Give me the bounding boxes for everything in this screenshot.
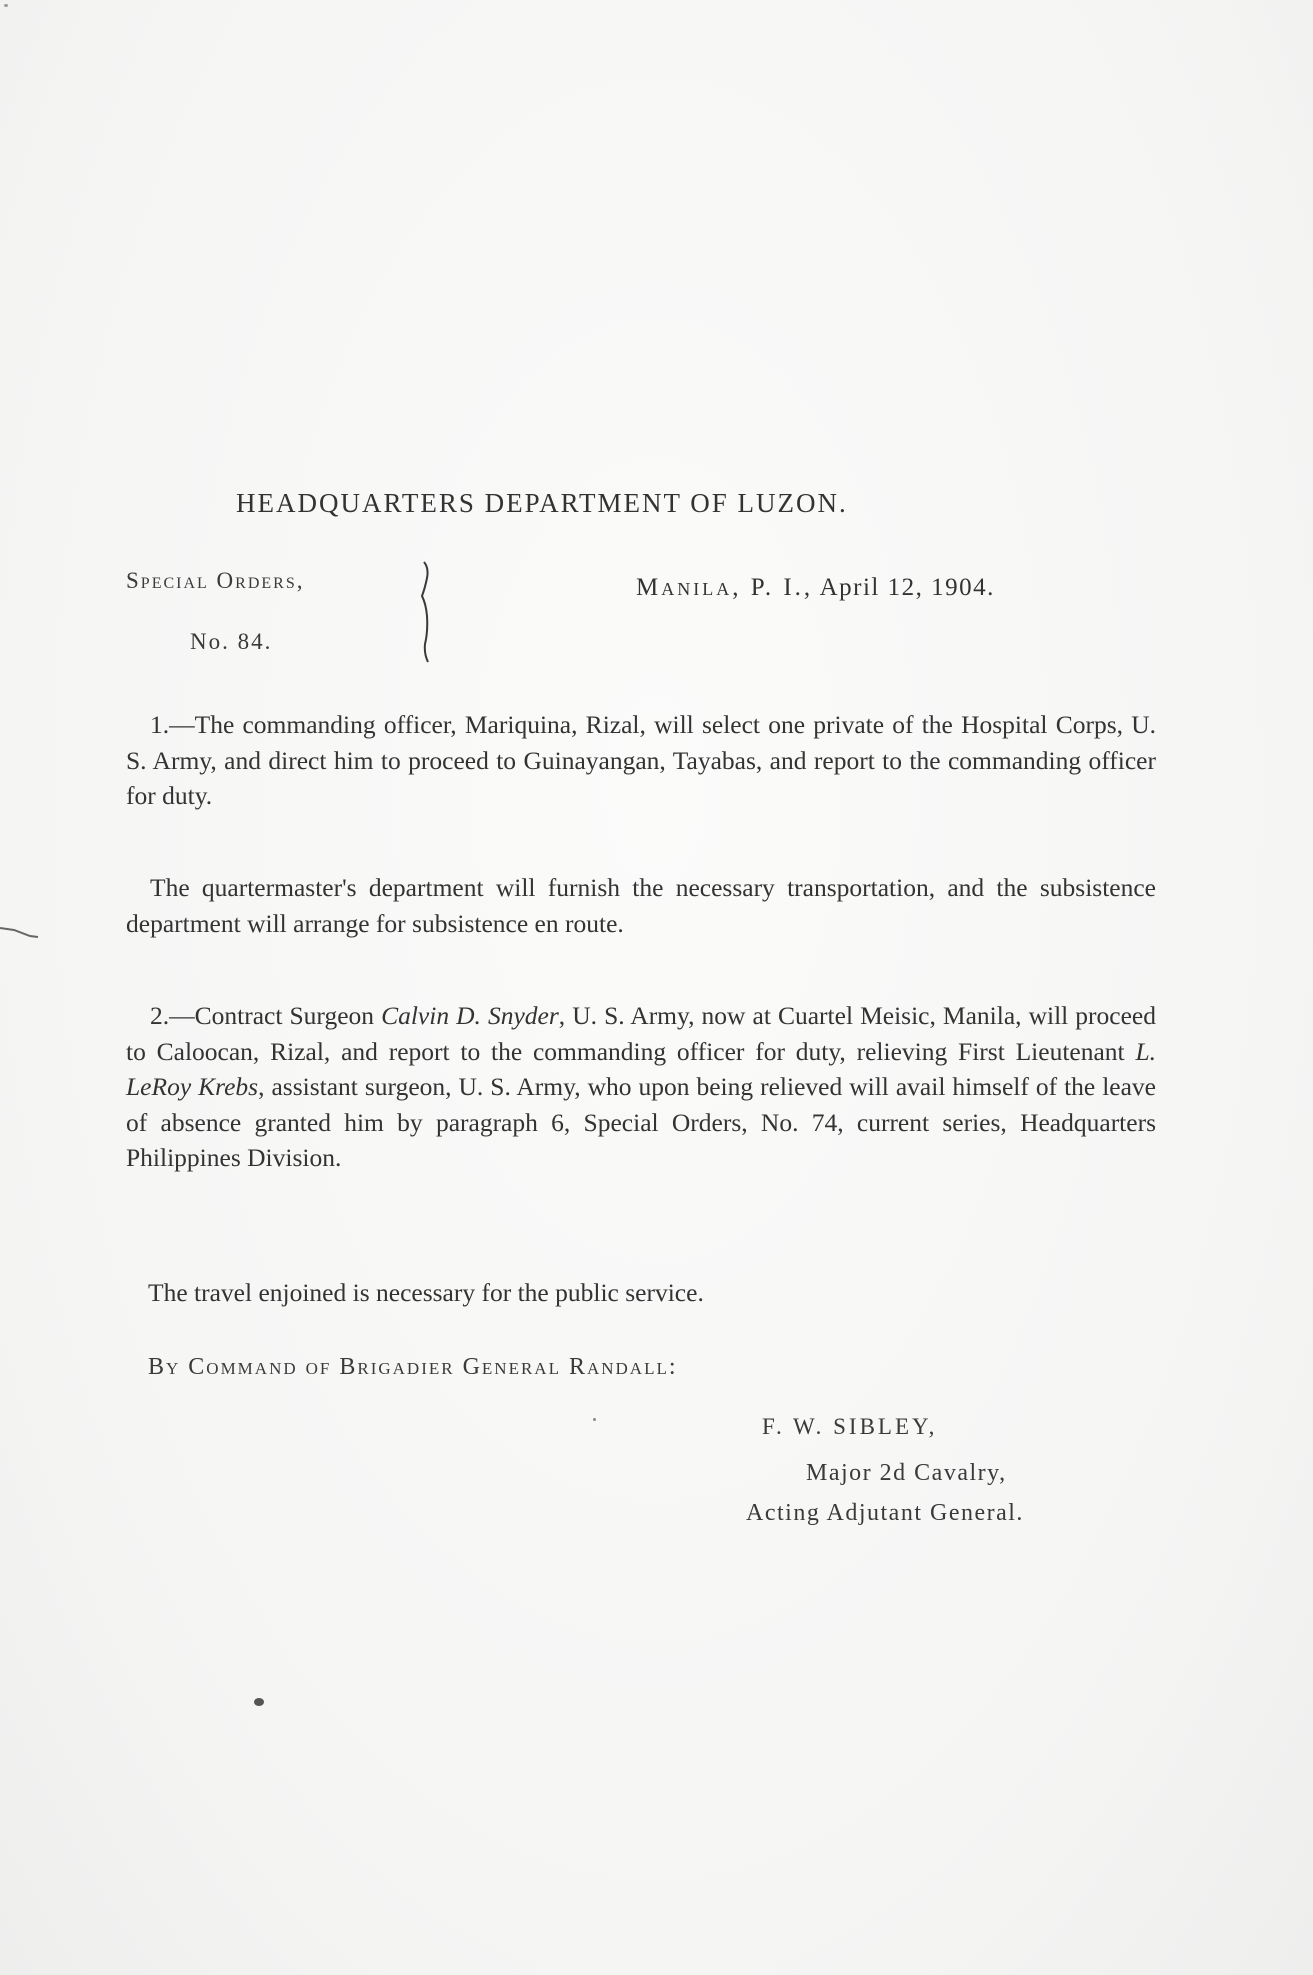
paragraph-3-part-b: , U. S. Army, now at Cuartel Meisic, Manila, will proceed to Caloocan, Rizal, and report to the commanding officer for duty, relieving First Lieutenant <box>126 1001 1156 1066</box>
ink-speck <box>593 1418 596 1421</box>
paragraph-1: 1.—The commanding officer, Mariquina, Rizal, will select one private of the Hospital Corps, U. S. Army, and direct him to proceed to Guinayangan, Tayabas, and report to the commanding officer for duty. <box>126 710 1156 810</box>
margin-mark <box>0 922 40 938</box>
lieutenant-name: L. LeRoy Krebs <box>126 1036 1156 1101</box>
paragraph-3 <box>126 998 1156 1176</box>
order-number: No. 84. <box>190 629 273 654</box>
signature-title: Acting Adjutant General. <box>746 1500 1024 1526</box>
dateline <box>636 574 995 602</box>
ink-speck <box>254 1698 264 1706</box>
dateline-place: Manila, P. I., <box>636 574 814 601</box>
signature-name: F. W. SIBLEY, <box>762 1414 938 1439</box>
paragraph-3-part-a: 2.—Contract Surgeon <box>150 1001 382 1030</box>
ink-speck <box>4 4 8 7</box>
special-orders-label: Special Orders, <box>126 568 305 593</box>
paragraph-2: The quartermaster's department will furnish the necessary transportation, and the subsistence department will arrange for subsistence en route. <box>126 873 1156 938</box>
document-heading: HEADQUARTERS DEPARTMENT OF LUZON. <box>236 488 848 518</box>
dateline-date: April 12, 1904. <box>819 574 995 601</box>
command-line: By Command of Brigadier General Randall: <box>148 1354 678 1380</box>
brace-mark <box>420 560 434 664</box>
surgeon-name: Calvin D. Snyder <box>381 1001 559 1030</box>
signature-rank: Major 2d Cavalry, <box>806 1460 1007 1486</box>
paragraph-3-part-c: , assistant surgeon, U. S. Army, who upon being relieved will avail himself of the leave of absence granted him by paragraph 6, Special Orders, No. 74, current series, Headquarters Philippines Division. <box>126 1072 1156 1172</box>
paragraph-4: The travel enjoined is necessary for the public service. <box>148 1278 704 1307</box>
